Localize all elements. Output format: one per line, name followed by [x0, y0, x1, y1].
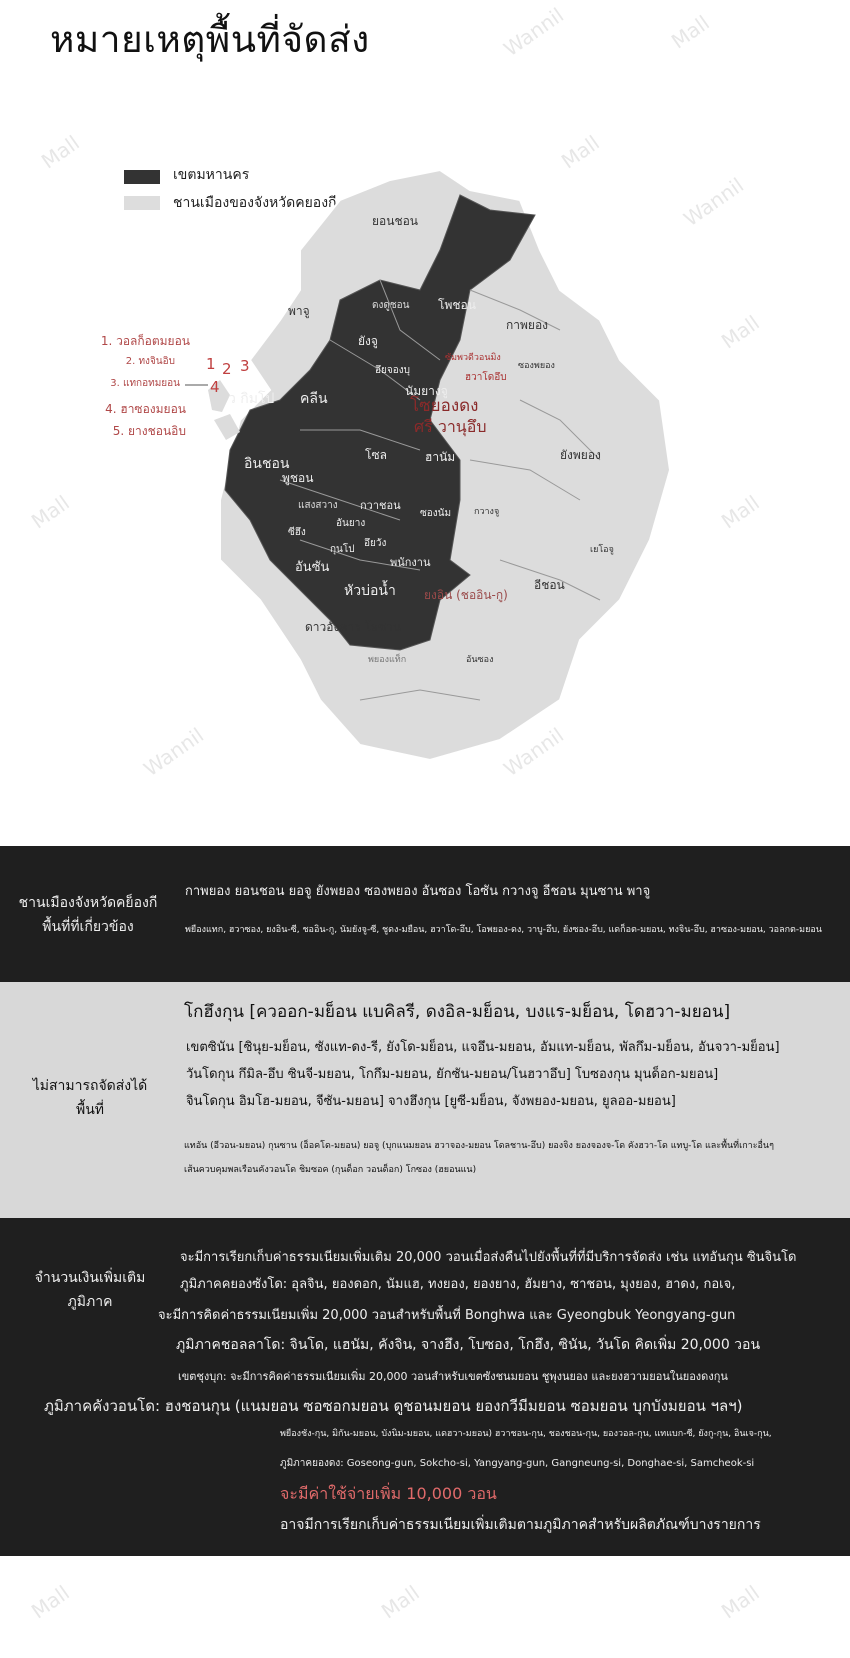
map-label: ดาวอังคาร โอซาน — [305, 620, 402, 634]
section-label-line: จำนวนเงินเพิ่มเติม — [34, 1270, 146, 1286]
map-label: อีชอน — [534, 578, 565, 592]
map-label: ศรี วานุอึบ — [414, 417, 487, 436]
map-label: คลีน — [300, 391, 328, 407]
legend-label-metro: เขตมหานคร — [173, 167, 250, 183]
map-label: หัวบ่อน้ำ — [344, 583, 396, 599]
map-label: แสงสวาง — [298, 500, 338, 511]
map-label: อันยาง — [336, 518, 366, 529]
map-label: นัมยางจู — [405, 384, 448, 398]
map-labels — [0, 120, 850, 780]
page-title: หมายเหตุพื้นที่จัดส่ง — [50, 18, 370, 61]
section-text: ภูมิภาคชอลลาโด: จินโด, แฮนัม, คังจิน, จางฮึง, โบซอง, โกฮึง, ซินัน, วันโด คิดเพิ่ม 20,000 วอน — [176, 1337, 761, 1353]
island-number: 4 — [210, 378, 220, 396]
map-label: ซัมพวดีวอนมิง — [445, 353, 501, 363]
map-label: พาจู — [288, 304, 310, 318]
section-text: ภูมิภาคยองดง: Goseong-gun, Sokcho-si, Yangyang-gun, Gangneung-si, Donghae-si, Samcheok-si — [280, 1458, 755, 1469]
map-label: อึยวัง — [364, 538, 387, 549]
section-label-line: พื้นที่ — [75, 1102, 105, 1118]
map-label: เยโอจู — [590, 545, 614, 555]
map-label: ดงดูชอน — [372, 300, 410, 311]
map-label: โพชอน — [438, 298, 476, 312]
section-text-highlight: จะมีค่าใช้จ่ายเพิ่ม 10,000 วอน — [280, 1484, 497, 1503]
watermark: Mall — [36, 130, 84, 174]
section-text: เส้นควบคุมพลเรือนคังวอนโด ชิมซอค (กุนด็อก วอนด็อก) โกซอง (ฮยอนแน) — [184, 1165, 477, 1175]
island-number: 1 — [206, 355, 216, 373]
section-text: เขตชุงบุก: จะมีการคิดค่าธรรมเนียมเพิ่ม 20,000 วอนสำหรับเขตซังชนมยอน ชูพุงนยอง และยงฮวามยอนในยองดงกุน — [178, 1370, 728, 1383]
map-label: ว กิมโป — [228, 391, 275, 407]
map-label: กวาชอน — [360, 499, 401, 512]
map-label: กวางจู — [474, 507, 500, 517]
map-label: พูชอน — [282, 471, 314, 485]
map-label: ซองนัม — [420, 508, 452, 519]
map-label: โซยองดง — [410, 396, 479, 416]
section-label — [20, 1074, 160, 1122]
section-label — [20, 1266, 160, 1314]
watermark: Wannil — [499, 2, 569, 62]
map-label: ยอนชอน — [372, 214, 418, 228]
map-label: กาพยอง — [506, 318, 549, 332]
side-list-item: 2. ทงจินอิบ — [125, 356, 175, 367]
map-label: อึยจองบุ — [375, 365, 410, 376]
watermark: Mall — [26, 1580, 74, 1624]
map-label: ฮวาโดอึบ — [465, 372, 507, 383]
section-text: จะมีการเรียกเก็บค่าธรรมเนียมเพิ่มเติม 20,000 วอนเมื่อส่งคืนไปยังพื้นที่ที่มีบริการจัดส่ง เช่น แทอันกุน ซินจินโด — [180, 1250, 797, 1265]
section-text: ภูมิภาคคยองซังโด: อุลจิน, ยองดอก, นัมแฮ, ทงยอง, ยองยาง, ฮัมยาง, ซาชอน, มุงยอง, ฮาดง, กอเจ, — [180, 1277, 736, 1292]
section-text: จะมีการคิดค่าธรรมเนียมเพิ่ม 20,000 วอนสำหรับพื้นที่ Bonghwa และ Gyeongbuk Yeongyang-gun — [158, 1308, 736, 1323]
delivery-map — [0, 120, 850, 780]
section-label-line: พื้นที่ที่เกี่ยวข้อง — [42, 919, 134, 935]
section-text: เขตซินัน [ซินุย-มย็อน, ซังแท-ดง-รี, ยังโด-มย็อน, แจอึน-มยอน, อัมแท-มย็อน, พัลกึม-มย็อน, อันจวา-มย็อน] — [186, 1040, 780, 1055]
map-label: ซีฮึง — [288, 527, 306, 538]
watermark: Wannil — [679, 172, 749, 232]
watermark: Mall — [716, 490, 764, 534]
section-text: กาพยอง ยอนชอน ยอจู ยังพยอง ซองพยอง อันซอง โอซัน กวางจู อีชอน มุนซาน พาจู — [185, 884, 651, 899]
map-label: โซล — [365, 448, 387, 462]
watermark: Mall — [376, 1580, 424, 1624]
map-label: พนักงาน — [390, 556, 431, 569]
side-list-item: 4. ฮาซองมยอน — [105, 402, 186, 416]
section-label — [18, 891, 158, 939]
section-text: จินโดกุน อิมโฮ-มยอน, จีซัน-มยอน] จางฮึงกุน [ยูซี-มย็อน, จังพยอง-มยอน, ยูลออ-มยอน] — [186, 1094, 676, 1109]
section-undeliverable — [0, 982, 850, 1218]
map-label: ฮานัม — [425, 450, 456, 464]
section-extra-fee — [0, 1218, 850, 1556]
section-text: โกฮึงกุน [ควออก-มย็อน แบคิลรี, ดงอิล-มย็อน, บงแร-มย็อน, โดฮวา-มยอน] — [184, 1002, 731, 1022]
map-label: อันซอง — [466, 655, 494, 665]
section-text: แทอัน (อีวอน-มยอน) กุนซาน (อ็อคโด-มยอน) ยอจู (บุกแนมยอน ฮวาจอง-มยอน โดลชาน-อึบ) ยองจิง ยองจองจ-โด คังฮวา-โด แทบู-โด และพื้นที่เกาะอื่นๆ — [184, 1141, 774, 1151]
map-label: ยังพยอง — [560, 448, 601, 462]
section-text: ภูมิภาคคังวอนโด: ฮงชอนกุน (แนมยอน ซอซอกมยอน ดูชอนมยอน ยองกวีมีมยอน ซอมยอน บุกบังมยอน ฯลฯ) — [44, 1397, 743, 1415]
map-label: ยงอิน (ชออิน-กู) — [424, 588, 508, 602]
section-text: พยืองชัง-กุน, มิกัน-มยอน, บังนิม-มยอน, แดฮวา-มยอน) ฮวาชอน-กุน, ชองชอน-กุน, ยองวอล-กุน, แทแบก-ซี, ยังกู-กุน, อินเจ-กุน, — [280, 1429, 772, 1439]
watermark: Mall — [716, 310, 764, 354]
section-label-line: ชานเมืองจังหวัดคย็องกี — [18, 895, 158, 911]
watermark: Wannil — [139, 722, 209, 782]
map-label: ยังจู — [358, 334, 378, 348]
section-text: วันโดกุน กึมิล-อึบ ซินจี-มยอน, โกกึม-มยอน, ยักซัน-มยอน/โนฮวาอึบ] โบซองกุน มุนด็อก-มยอน] — [186, 1067, 719, 1082]
map-label: พยองแท็ก — [368, 655, 407, 665]
side-list-item: 1. วอลก็อตมยอน — [100, 334, 190, 348]
map-label: ซองพยอง — [518, 361, 555, 371]
island-number: 3 — [240, 357, 250, 375]
legend-label-suburb: ชานเมืองของจังหวัดคยองกี — [173, 195, 337, 211]
section-text: พยืองแทก, ฮวาซอง, ยงอิน-ซี, ชออิน-กู, นัมยังจู-ซี, ชูดง-มยือน, ฮวาโด-อึบ, โอพยอง-ดง, วาบู-อึบ, ยังซอง-อึบ, แดก็อต-มยอน, ทงจิน-อึบ, ฮาซอง-มยอน, วอลกต-มยอน — [185, 925, 822, 935]
section-label-line: ไม่สามารถจัดส่งได้ — [32, 1078, 148, 1094]
side-list-item: 3. แทกอทมยอน — [110, 378, 180, 389]
section-suburbs — [0, 846, 850, 982]
map-label: อันซัน — [295, 560, 330, 575]
map-label: อินชอน — [244, 456, 290, 472]
watermark: Mall — [26, 490, 74, 534]
watermark: Mall — [556, 130, 604, 174]
watermark: Mall — [716, 1580, 764, 1624]
island-number: 2 — [222, 360, 232, 378]
watermark: Mall — [666, 10, 714, 54]
watermark: Wannil — [499, 722, 569, 782]
side-list-item: 5. ยางชอนอิบ — [112, 424, 186, 438]
section-label-line: ภูมิภาค — [67, 1294, 113, 1310]
map-label: กุนโป — [330, 544, 355, 555]
section-text: อาจมีการเรียกเก็บค่าธรรมเนียมเพิ่มเติมตามภูมิภาคสำหรับผลิตภัณฑ์บางรายการ — [280, 1517, 761, 1533]
